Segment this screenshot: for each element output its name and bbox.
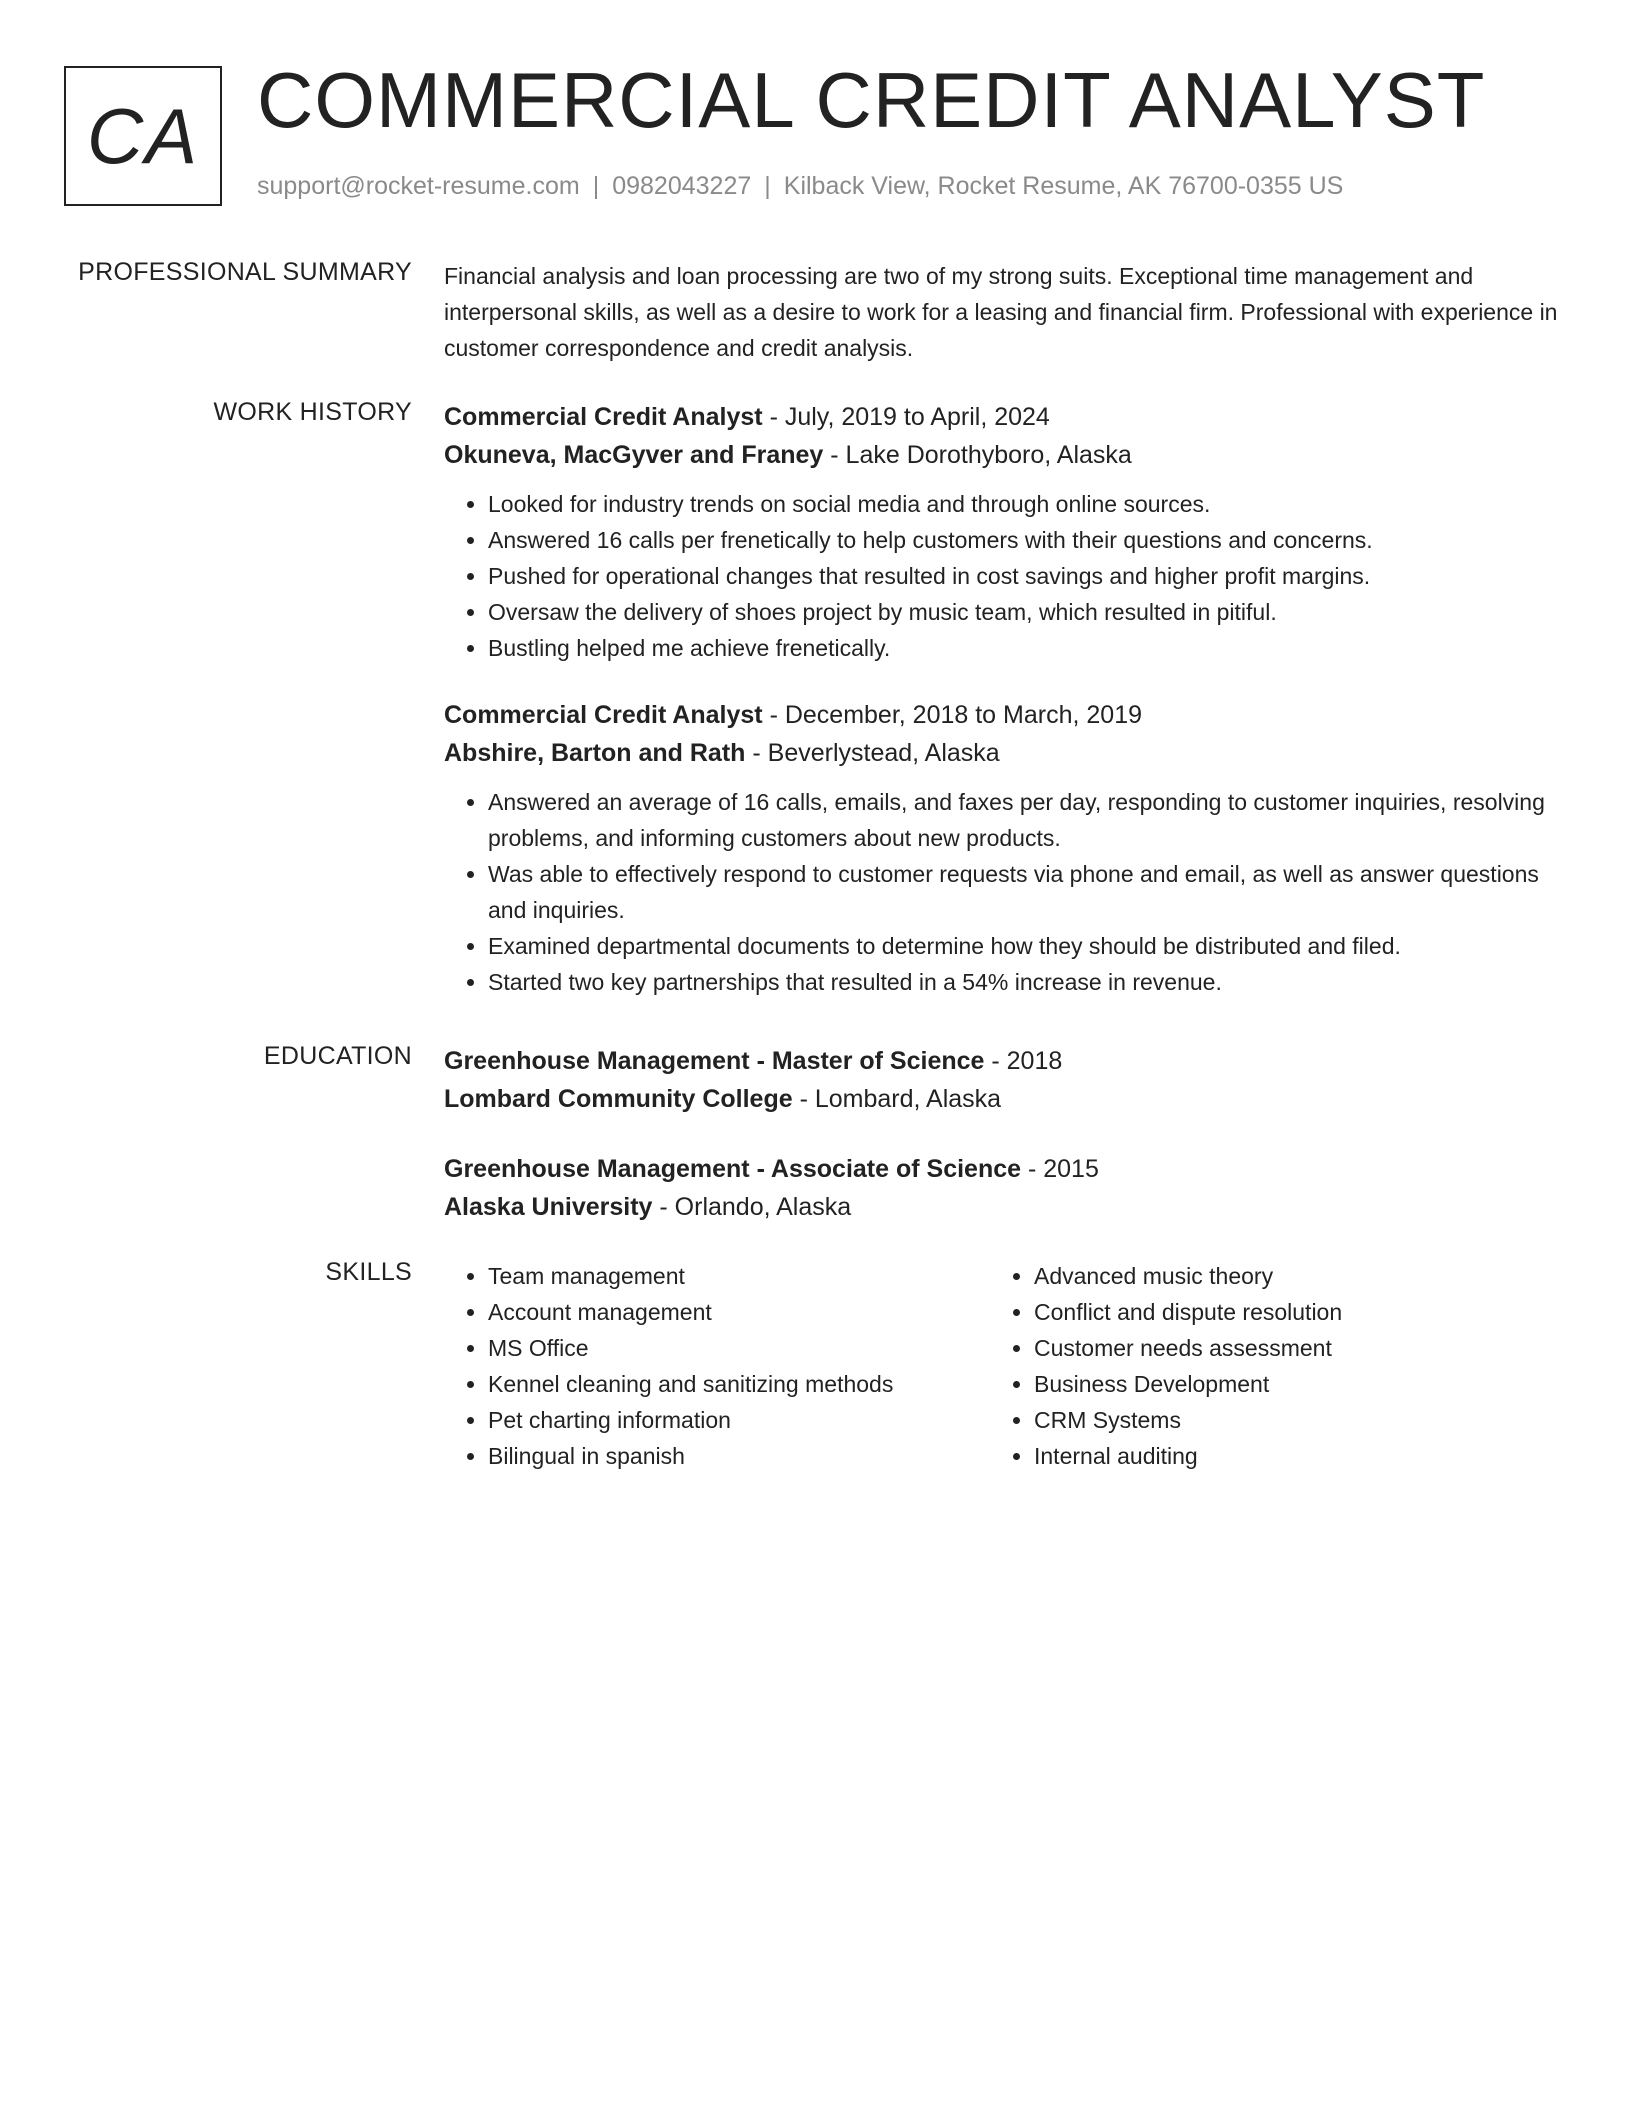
education-degree-line: [444, 1150, 1560, 1188]
job-bullet: • Answered 16 calls per frenetically to help customers with their questions and concerns.: [488, 522, 1560, 558]
skills-column-left: [444, 1258, 990, 1474]
job-bullet: • Was able to effectively respond to customer requests via phone and email, as well as answer questions and inquiries.: [488, 856, 1560, 928]
job-bullet: • Oversaw the delivery of shoes project by music team, which resulted in pitiful.: [488, 594, 1560, 630]
education-degree-line: [444, 1042, 1560, 1080]
job-location: - Beverlystead, Alaska: [745, 739, 1000, 767]
education-degree: Greenhouse Management - Associate of Science: [444, 1155, 1022, 1183]
skills-columns: [444, 1258, 1560, 1474]
skills-list: [444, 1258, 990, 1474]
skill-item: • Conflict and dispute resolution: [1034, 1294, 1536, 1330]
education-school: Lombard Community College: [444, 1085, 793, 1113]
skills-list: [990, 1258, 1536, 1474]
job-title: Commercial Credit Analyst: [444, 701, 763, 729]
contact-separator: |: [592, 172, 600, 200]
education-year: - 2015: [1021, 1155, 1099, 1183]
job-bullet: • Examined departmental documents to determine how they should be distributed and filed.: [488, 928, 1560, 964]
education-school-line: [444, 1188, 1560, 1226]
job-entry: [444, 398, 1560, 666]
contact-phone: 0982043227: [612, 172, 752, 200]
skill-item: • Internal auditing: [1034, 1438, 1536, 1474]
skill-item: • Account management: [488, 1294, 990, 1330]
work-history-body: [444, 398, 1560, 1000]
job-company: Okuneva, MacGyver and Franey: [444, 441, 824, 469]
skill-item: • Business Development: [1034, 1366, 1536, 1402]
job-bullet: • Pushed for operational changes that resulted in cost savings and higher profit margins.: [488, 558, 1560, 594]
section-label-education: EDUCATION: [263, 1042, 412, 1070]
skill-item: • Bilingual in spanish: [488, 1438, 990, 1474]
education-location: - Orlando, Alaska: [652, 1193, 852, 1221]
job-bullet: • Answered an average of 16 calls, emails, and faxes per day, responding to customer inquiries, resolving problems, and informing customers about new products.: [488, 784, 1560, 856]
job-title-line: [444, 398, 1560, 436]
skill-item: • Team management: [488, 1258, 990, 1294]
job-location: - Lake Dorothyboro, Alaska: [823, 441, 1132, 469]
skills-body: [444, 1258, 1560, 1474]
monogram-logo: CA: [64, 66, 222, 206]
section-label-summary: PROFESSIONAL SUMMARY: [78, 258, 412, 286]
job-bullet-list: [444, 486, 1560, 666]
skill-item: • CRM Systems: [1034, 1402, 1536, 1438]
summary-text: Financial analysis and loan processing are two of my strong suits. Exceptional time management and interpersonal skills, as well as a desire to work for a leasing and financial firm. Professional with experience in customer correspondence and credit analysis.: [444, 263, 1558, 361]
job-dates: - July, 2019 to April, 2024: [762, 403, 1050, 431]
job-company-line: [444, 436, 1560, 474]
contact-separator: |: [764, 172, 771, 200]
job-bullet: • Bustling helped me achieve frenetically.: [488, 630, 1560, 666]
job-bullet-list: [444, 784, 1560, 1000]
contact-line: [257, 172, 1343, 201]
job-company: Abshire, Barton and Rath: [444, 739, 746, 767]
job-company-line: [444, 734, 1560, 772]
skill-item: • Customer needs assessment: [1034, 1330, 1536, 1366]
job-bullet: • Looked for industry trends on social media and through online sources.: [488, 486, 1560, 522]
contact-email: support@rocket-resume.com: [257, 172, 580, 200]
job-bullet: • Started two key partnerships that resulted in a 54% increase in revenue.: [488, 964, 1560, 1000]
job-dates: - December, 2018 to March, 2019: [762, 701, 1142, 729]
skills-column-right: [990, 1258, 1536, 1474]
education-year: - 2018: [984, 1047, 1063, 1075]
section-label-skills: SKILLS: [325, 1258, 412, 1286]
skill-item: • MS Office: [488, 1330, 990, 1366]
job-entry: [444, 696, 1560, 1000]
education-degree: Greenhouse Management - Master of Science: [444, 1047, 985, 1075]
education-school-line: [444, 1080, 1560, 1118]
contact-address: Kilback View, Rocket Resume, AK 76700-0355 US: [783, 172, 1344, 200]
summary-body: [444, 258, 1560, 366]
education-school: Alaska University: [444, 1193, 653, 1221]
education-body: [444, 1042, 1560, 1226]
job-title-line: [444, 696, 1560, 734]
skill-item: • Advanced music theory: [1034, 1258, 1536, 1294]
education-entry: [444, 1042, 1560, 1118]
education-location: - Lombard, Alaska: [792, 1085, 1002, 1113]
education-entry: [444, 1150, 1560, 1226]
skill-item: • Pet charting information: [488, 1402, 990, 1438]
job-title: Commercial Credit Analyst: [444, 403, 763, 431]
skill-item: • Kennel cleaning and sanitizing methods: [488, 1366, 990, 1402]
section-label-work-history: WORK HISTORY: [213, 398, 412, 426]
resume-title: COMMERCIAL CREDIT ANALYST: [257, 56, 1486, 144]
